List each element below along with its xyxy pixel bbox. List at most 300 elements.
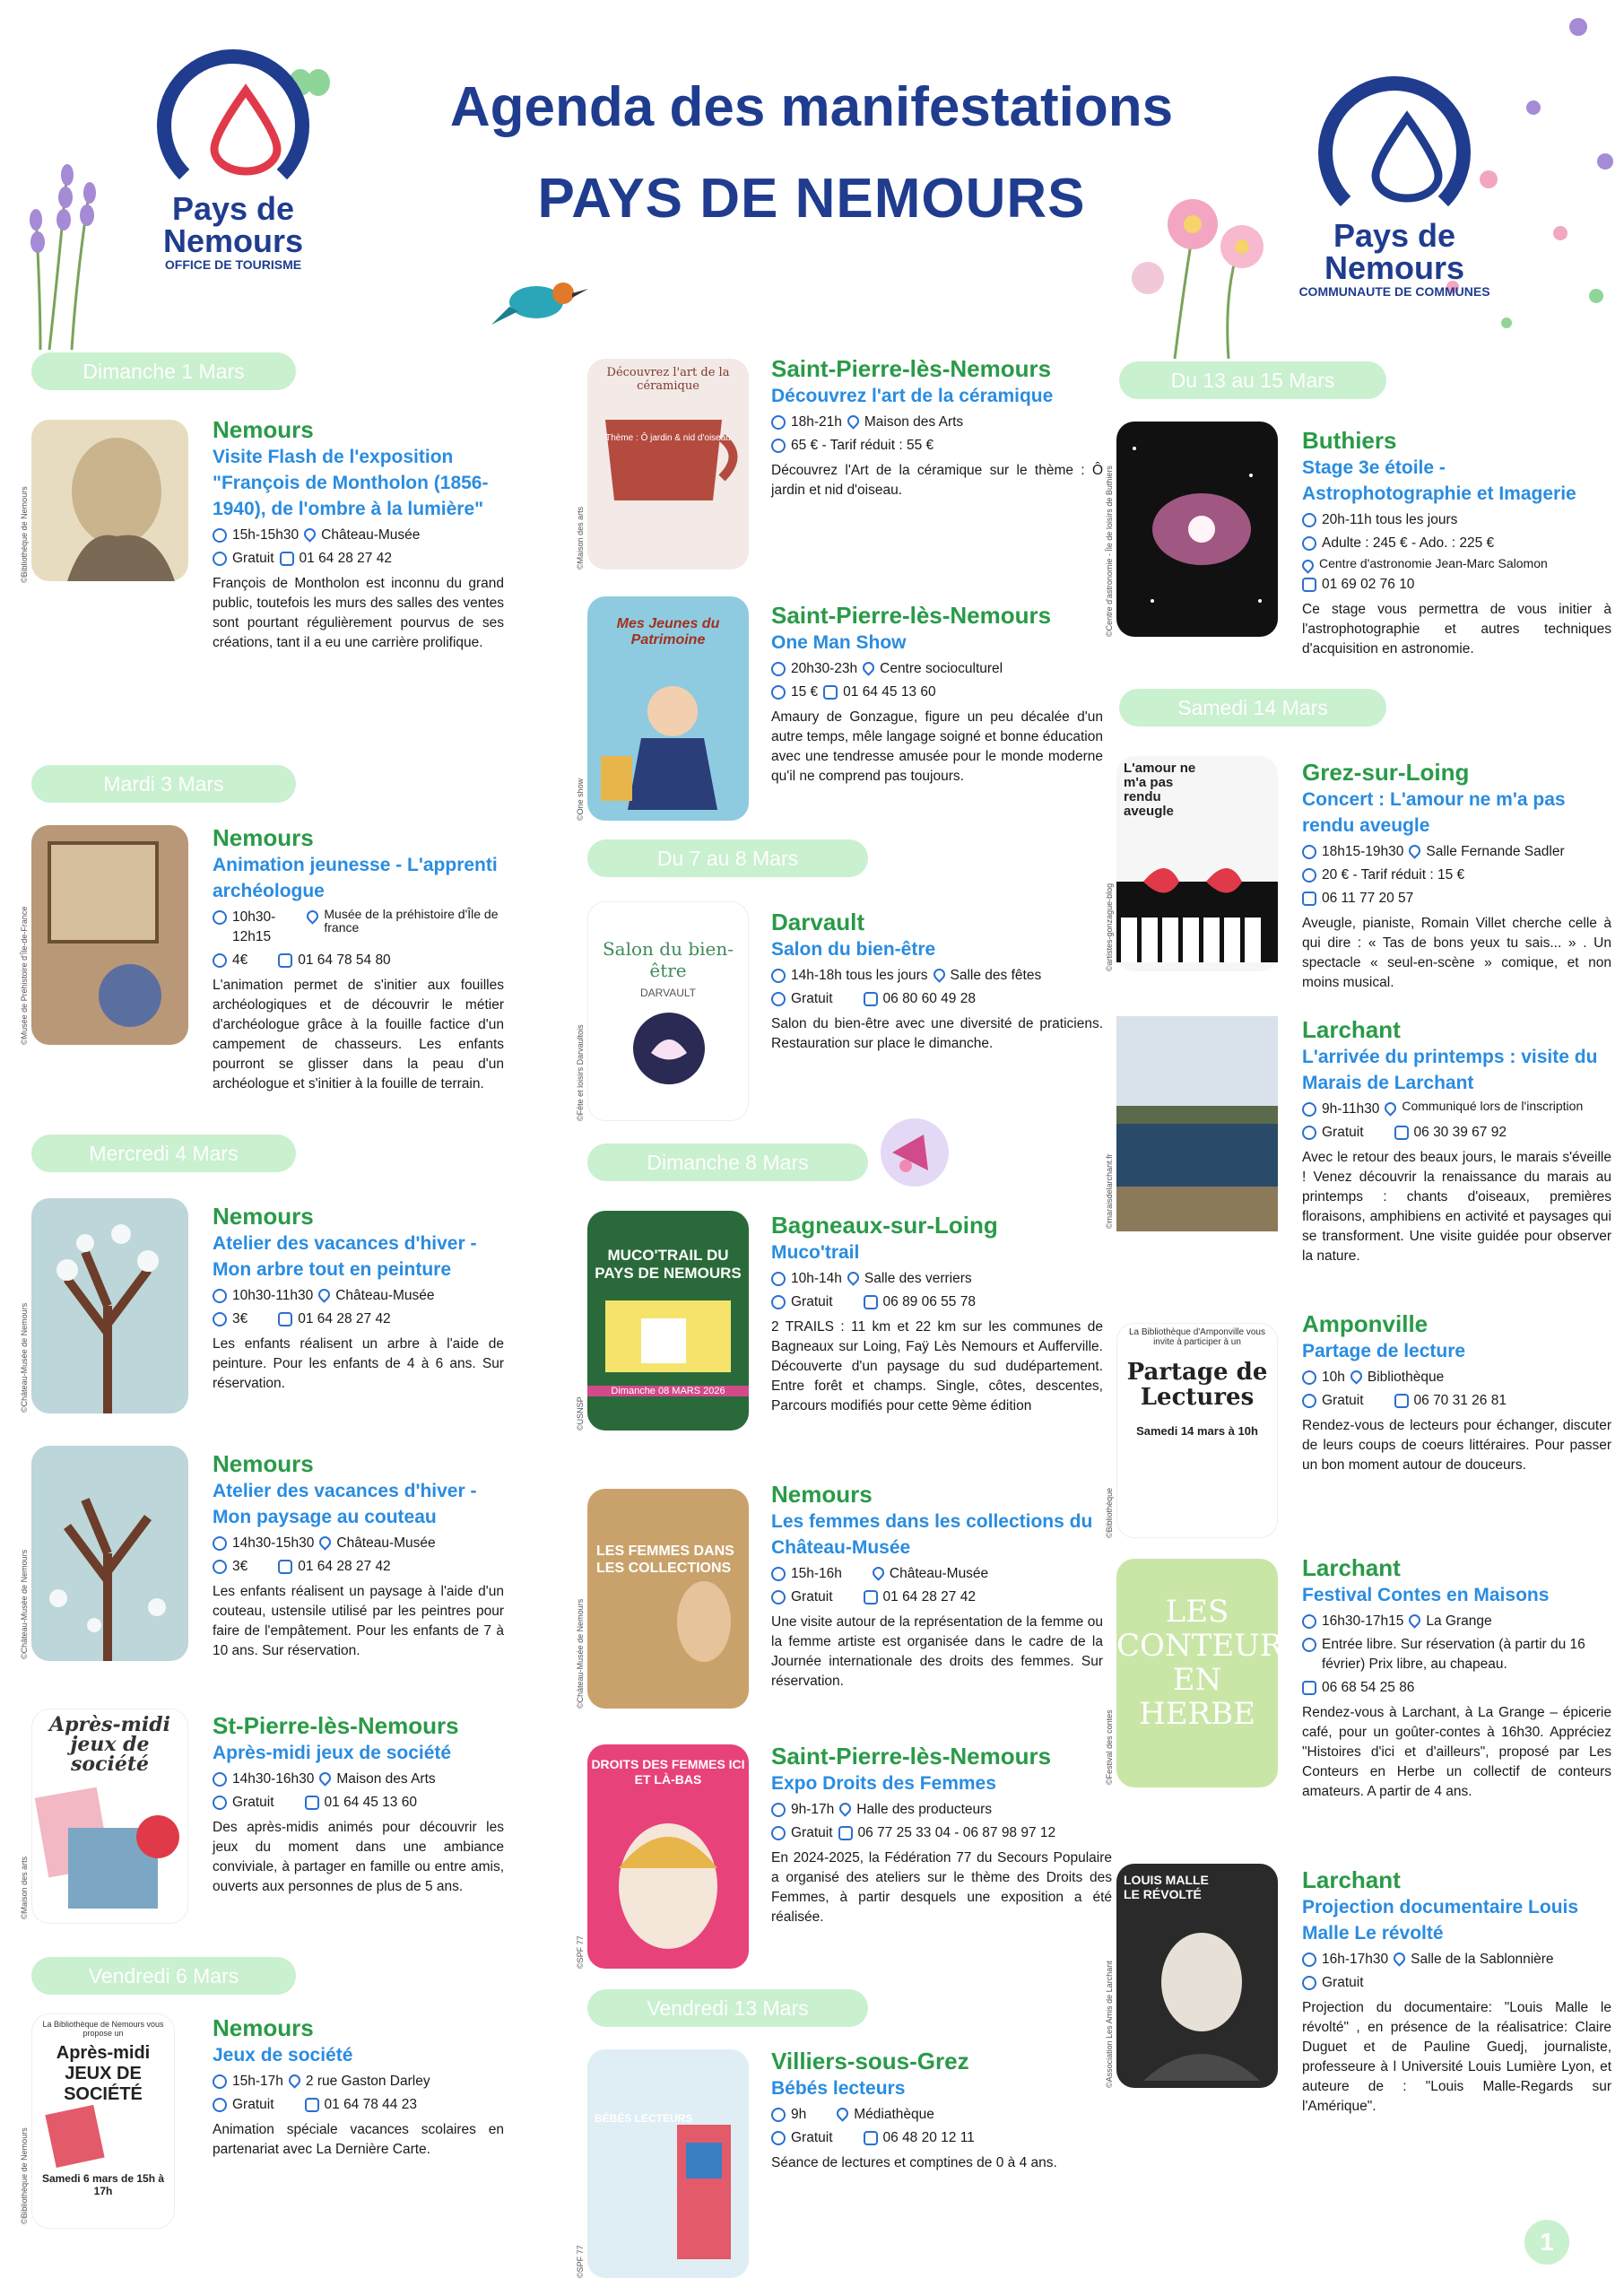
date-pill: Du 13 au 15 Mars [1119,361,1386,399]
event-place: 2 rue Gaston Darley [305,2074,430,2089]
phone-icon [1394,1394,1409,1408]
event-price: Gratuit [1322,1393,1364,1408]
event-description: En 2024-2025, la Fédération 77 du Secours Populaire a organisé des ateliers sur le thème des Droits des Femmes, à partir desquels une exposition a été réalisée. [771,1850,1112,1925]
phone-icon [305,2098,319,2112]
event [1302,426,1611,659]
clock-icon [1302,1370,1316,1385]
event-place: Salle Fernande Sadler [1426,844,1565,859]
poster-intro: La Bibliothèque de Nemours vous propose un [42,2020,164,2038]
poster-theme: Thème : Ô jardin & nid d'oiseau [605,433,731,443]
clock-icon [771,969,786,983]
event-time: 10h30-12h15 [232,909,276,944]
event-image [587,1744,749,1969]
event-place: Salle des verriers [864,1271,972,1286]
logo-text: Nemours [1324,249,1465,286]
date-pill: Dimanche 8 Mars [587,1144,868,1181]
phone-icon [864,992,878,1006]
photo-credit: ©artistes-gonzague-blog [1105,883,1114,971]
phone-icon [838,1826,853,1840]
event-title: Stage 3e étoile - Astrophotographie et Imagerie [1302,457,1576,504]
event-time: 20h30-23h [791,661,858,676]
event-image [1116,1323,1278,1538]
event-town: Villiers-sous-Grez [771,2048,969,2074]
phone-icon [278,953,292,968]
photo-credit: ©Maison des arts [20,1856,29,1919]
event-price: 3€ [232,1559,248,1574]
event-image [587,359,749,570]
event [213,415,504,653]
event-image [587,1211,749,1431]
event-price: Gratuit [791,1825,833,1840]
event-place: Château-Musée [321,527,421,543]
location-icon [1299,557,1316,573]
event-price: 65 € - Tarif réduit : 55 € [791,438,934,453]
event-image [587,901,749,1121]
event-phone: 01 64 28 27 42 [298,1311,391,1326]
event-image [1116,1864,1278,2088]
clock-icon [1302,1952,1316,1967]
drop-icon [1376,117,1438,198]
date-pill: Mardi 3 Mars [31,765,296,803]
logo-text: Pays de [171,190,295,227]
event-phone: 06 70 31 26 81 [1413,1393,1507,1408]
location-icon [1383,1100,1399,1116]
event-time: 15h-17h [232,2074,283,2089]
event-image [31,825,188,1045]
euro-icon [1302,536,1316,551]
phone-icon [1302,891,1316,906]
euro-icon [213,552,227,566]
event-town: Saint-Pierre-lès-Nemours [771,355,1052,382]
euro-icon [771,1826,786,1840]
event-price: Gratuit [1322,1975,1364,1990]
location-icon [1391,1950,1407,1966]
event-description: Rendez-vous à Larchant, à La Grange – épicerie café, pour un goûter-contes à 16h30. Appréciez "Histoires d'ici et d'ailleurs", proposé par Les Conteurs en Herbe un collectif de conteurs amateurs. A partir de 4 ans. [1302,1705,1611,1799]
event-image [31,420,188,581]
drop-icon [214,91,277,171]
event [771,1742,1112,1927]
phone-icon [278,1560,292,1574]
clock-icon [1302,1102,1316,1117]
event-phone: 01 64 78 54 80 [298,952,391,968]
event-town: Nemours [213,416,314,443]
event-place: Bibliothèque [1367,1370,1445,1385]
event-description: Des après-midis animés pour découvrir les jeux du moment dans une ambiance conviviale, à partager en famille ou entre amis, ouverts aux personnes de plus de 5 ans. [213,1820,504,1894]
photo-credit: ©Bibliothèque de Nemours [20,2127,29,2224]
event-time: 15h-16h [791,1566,842,1581]
event-description: Avec le retour des beaux jours, le marais s'éveille ! Venez découvrir la renaissance du marais au printemps : chants d'oiseaux, premières floraisons, amphibiens en activité et paysages qui se transforment. Une visite guidée pour observer la nature. [1302,1150,1611,1264]
euro-icon [771,685,786,700]
date-pill: Samedi 14 Mars [1119,689,1386,726]
poster-title: LES CONTEURS EN HERBE [1116,1594,1304,1732]
euro-icon [1302,1638,1316,1652]
euro-icon [771,1295,786,1309]
event-description: Séance de lectures et comptines de 0 à 4 ans. [771,2155,1057,2170]
event-time: 18h15-19h30 [1322,844,1404,859]
event-place: Salle des fêtes [950,968,1042,983]
event-title: L'arrivée du printemps : visite du Marais de Larchant [1302,1047,1598,1093]
event-time: 16h30-17h15 [1322,1613,1404,1629]
event-title: Visite Flash de l'exposition "François de Montholon (1856-1940), de l'ombre à la lumière" [213,447,489,519]
event-title: Salon du bien-être [771,939,936,960]
event-price: 4€ [232,952,248,968]
poster-title: Après-midi JEUX DE SOCIÉTÉ [56,2043,151,2104]
event [1302,1866,1611,2117]
euro-icon [1302,1976,1316,1990]
event-time: 16h-17h30 [1322,1952,1389,1967]
clock-icon [1302,1614,1316,1629]
event-description: L'animation permet de s'initier aux fouilles archéologiques et de découvrir le métier d'archéologue grâce à la fouille factice d'un campement de chasseurs. Les enfants pourront se glisser dans la peau d'un archéologue et s'initier à la fouille de terrain. [213,978,504,1091]
photo-credit: ©Centre d'astronomie - Île de loisirs de Buthiers [1105,465,1114,637]
page-subtitle: PAYS DE NEMOURS [537,168,1086,230]
photo-credit: ©maraisdelarchant.fr [1105,1153,1114,1229]
poster-date: Samedi 14 mars à 10h [1136,1424,1258,1438]
event-place: Centre socioculturel [880,661,1003,676]
event [771,2047,1103,2173]
event-phone: 01 64 28 27 42 [882,1589,976,1605]
event [1302,1309,1611,1475]
event-description: Les enfants réalisent un arbre à l'aide de peinture. Pour les enfants de 4 à 6 ans. Sur réservation. [213,1336,504,1391]
clock-icon [213,910,227,925]
lavender-illustration [22,135,121,350]
event-price: Gratuit [791,1294,833,1309]
event-time: 9h-11h30 [1322,1101,1380,1117]
event-town: Darvault [771,909,865,935]
event [1302,1553,1611,1802]
event-image [587,1489,749,1709]
clock-icon [771,662,786,676]
event [771,908,1103,1054]
euro-icon [213,953,227,968]
megaphone-icon [874,1112,955,1188]
location-icon [301,526,317,542]
photo-credit: ©Bibliothèque [1105,1487,1114,1538]
date-pill: Vendredi 13 Mars [587,1989,868,2027]
event-title: Projection documentaire Louis Malle Le révolté [1302,1897,1579,1944]
photo-credit: ©One show [576,778,585,821]
phone-icon [1302,578,1316,592]
event-town: St-Pierre-lès-Nemours [213,1712,459,1739]
event [1302,1015,1611,1266]
event [213,2013,504,2160]
event-phone: 01 69 02 76 10 [1322,577,1415,592]
event [213,823,504,1094]
event-title: Atelier des vacances d'hiver - Mon paysage au couteau [213,1481,477,1527]
event-image [31,1446,188,1661]
event-town: Saint-Pierre-lès-Nemours [771,602,1052,629]
event [213,1449,504,1661]
event-phone: 06 30 39 67 92 [1413,1125,1507,1140]
logo-ring [1318,76,1471,229]
event-town: Grez-sur-Loing [1302,759,1470,786]
event-phone: 06 11 77 20 57 [1322,891,1414,906]
euro-icon [213,1312,227,1326]
clock-icon [771,415,786,430]
poster-town: DARVAULT [639,987,696,999]
event-price: Gratuit [791,991,833,1006]
event-description: Amaury de Gonzague, figure un peu décalée d'un autre temps, mêle langage soigné et bonne éducation avec une tendresse amusée pour le monde moderne qu'il ne comprend pas toujours. [771,709,1103,784]
event-town: Larchant [1302,1554,1401,1581]
photo-credit: ©Château-Musée de Nemours [576,1598,585,1709]
event-price: Entrée libre. Sur réservation (à partir du 16 février) Prix libre, au chapeau. [1322,1637,1585,1672]
event-description: Aveugle, pianiste, Romain Villet cherche celle à qui dire : « Tas de bons yeux tu sais... » . Un spectacle « seul-en-scène » comique, et non moins musical. [1302,916,1611,990]
event [213,1711,504,1897]
location-icon [1407,842,1423,858]
event-image [31,1198,188,1413]
location-icon [845,413,861,429]
logo-office-tourisme [135,49,332,272]
poster-date: Dimanche 08 MARS 2026 [587,1386,749,1396]
event-phone: 01 64 28 27 42 [299,551,392,566]
event-town: Nemours [213,2014,314,2041]
event-description: 2 TRAILS : 11 km et 22 km sur les communes de Bagneaux sur Loing, Faÿ Lès Nemours et Aufferville. Découverte d'un paysage du sud dudépartement. Entre forêt et champs. Single, côtes, descentes, Parcours modifiés pour cette 9ème édition [771,1319,1103,1413]
event-description: Salon du bien-être avec une diversité de praticiens. Restauration sur place le dimanche. [771,1016,1103,1051]
poster-title: L'amour ne m'a pas rendu aveugle [1124,761,1196,819]
event-image [1116,422,1278,637]
euro-icon [213,1560,227,1574]
event-time: 14h-18h tous les jours [791,968,928,983]
event-phone: 06 80 60 49 28 [882,991,976,1006]
photo-credit: ©Festival des contes [1105,1709,1114,1785]
clock-icon [771,1803,786,1817]
event-image [587,2049,749,2278]
event-title: Bébés lecteurs [771,2078,906,2099]
logo-sub: COMMUNAUTE DE COMMUNES [1298,284,1490,299]
photo-credit: ©Maison des arts [576,506,585,570]
event-time: 9h-17h [791,1802,835,1817]
event-town: Nemours [213,824,314,851]
event-place: Château-Musée [889,1566,989,1581]
date-pill: Vendredi 6 Mars [31,1957,296,1995]
event-price: Gratuit [791,2130,833,2145]
event-time: 18h-21h [791,414,842,430]
photo-credit: ©Association Les Amis de Larchant [1105,1961,1114,2088]
event-place: Maison des Arts [864,414,964,430]
event-image [587,596,749,821]
event [771,1480,1103,1692]
location-icon [1348,1368,1364,1384]
event-time: 10h30-11h30 [232,1288,314,1303]
location-icon [317,1534,334,1550]
event-place: Château-Musée [335,1288,435,1303]
event-phone: 01 64 45 13 60 [843,684,936,700]
clock-icon [213,2074,227,2089]
logo-text: Pays de [1333,217,1456,254]
clock-icon [213,1536,227,1551]
logo-sub: OFFICE DE TOURISME [164,257,302,272]
poster-title: Découvrez l'art de la céramique [606,366,730,393]
bird-icon [491,262,590,343]
location-icon [835,2105,851,2121]
poster-title: DROITS DES FEMMES ICI ET LÀ-BAS [591,1757,745,1787]
poster-intro: La Bibliothèque d'Amponville vous invite à participer à un [1128,1327,1265,1347]
location-icon [838,1800,854,1816]
event-price: Gratuit [232,551,274,566]
event-title: Muco'trail [771,1242,860,1263]
event-town: Buthiers [1302,427,1397,454]
event-place: La Grange [1426,1613,1492,1629]
date-pill: Du 7 au 8 Mars [587,839,868,877]
event-phone: 06 77 25 33 04 - 06 87 98 97 12 [857,1825,1056,1840]
poster-title: Salon du bien-être [602,938,734,981]
event-time: 15h-15h30 [232,527,300,543]
event-price: 20 € - Tarif réduit : 15 € [1322,867,1465,883]
event-image [31,1709,188,1924]
phone-icon [823,685,838,700]
event-description: Les enfants réalisent un paysage à l'aide d'un couteau, ustensile utilisé par les peintres pour faire de l'empâtement. Pour les enfants de 7 à 10 ans. Sur réservation. [213,1584,504,1658]
event-description: Projection du documentaire: "Louis Malle le révolté" , en présence de la réalisatrice: Claire Duguet et de Pauline Guedj, journaliste, professeure à l Université Louis Lumière Lyon, et auteure de : "Louis Malle-Regards sur l'Amérique". [1302,2000,1611,2114]
event-image [1116,756,1278,971]
event-price: Gratuit [1322,1125,1364,1140]
event-phone: 06 68 54 25 86 [1322,1680,1415,1695]
event-time: 10h-14h [791,1271,842,1286]
event [213,1202,504,1394]
logo-communaute [1291,76,1498,299]
event-phone: 01 64 78 44 23 [324,2097,417,2112]
euro-icon [213,2098,227,2112]
phone-icon [305,1796,319,1810]
event-price: Adulte : 245 € - Ado. : 225 € [1322,535,1495,551]
event [771,354,1103,500]
location-icon [1407,1612,1423,1628]
event-description: François de Montholon est inconnu du grand public, toutefois les murs des salles des ventes sont pourtant régulièrement pourvus de ses créations, tant il a eu une carrière prolifique. [213,576,504,650]
photo-credit: ©Château-Musée de Nemours [20,1302,29,1413]
poster-title: Après-midi jeux de société [49,1713,170,1776]
page-number: 1 [1524,2220,1569,2265]
clock-icon [1302,513,1316,527]
event-time: 14h30-16h30 [232,1771,315,1787]
photo-credit: ©SPF 77 [576,2245,585,2278]
poster-title: LES FEMMES DANS LES COLLECTIONS [596,1544,734,1576]
location-icon [317,1286,333,1302]
clock-icon [213,528,227,543]
euro-icon [771,439,786,453]
event-price: Gratuit [791,1589,833,1605]
date-pill: Mercredi 4 Mars [31,1135,296,1172]
event-description: Découvrez l'Art de la céramique sur le thème : Ô jardin et nid d'oiseau. [771,463,1103,498]
location-icon [845,1269,861,1285]
event-title: Festival Contes en Maisons [1302,1585,1550,1605]
event-time: 20h-11h tous les jours [1322,512,1458,527]
poster-title: Mes Jeunes du Patrimoine [616,616,720,648]
event-town: Nemours [213,1450,314,1477]
photo-credit: ©Bibliothèque de Nemours [20,486,29,583]
euro-icon [213,1796,227,1810]
photo-credit: ©Fête et loisirs Darvaultois [576,1024,585,1121]
event-town: Nemours [213,1203,314,1230]
clock-icon [213,1289,227,1303]
clock-icon [771,2108,786,2122]
clock-icon [213,1772,227,1787]
photo-credit: ©Musée de Préhistoire d'Île-de-France [20,906,29,1045]
event-town: Amponville [1302,1310,1429,1337]
event-place: Salle de la Sablonnière [1411,1952,1554,1967]
location-icon [931,966,947,982]
phone-icon [864,1295,878,1309]
event-phone: 06 48 20 12 11 [882,2130,975,2145]
event-time: 9h [791,2107,807,2122]
phone-icon [280,552,294,566]
event-phone: 01 64 45 13 60 [324,1795,417,1810]
event-description: Rendez-vous de lecteurs pour échanger, discuter de leurs coups de coeurs littéraires. Pour passer un bon moment autour de douceurs. [1302,1418,1611,1473]
date-pill: Dimanche 1 Mars [31,352,296,390]
event-title: Concert : L'amour ne m'a pas rendu aveugle [1302,789,1566,836]
poster-date: Samedi 6 mars de 15h à 17h [41,2172,165,2197]
location-icon [860,659,876,675]
event-title: Partage de lecture [1302,1341,1466,1361]
event-phone: 06 89 06 55 78 [882,1294,976,1309]
euro-icon [771,1590,786,1605]
event-price: Gratuit [232,1795,274,1810]
poster-title: MUCO'TRAIL DU PAYS DE NEMOURS [595,1247,742,1282]
euro-icon [1302,1126,1316,1140]
photo-credit: ©SPF 77 [576,1935,585,1969]
location-icon [870,1564,886,1580]
phone-icon [864,2131,878,2145]
phone-icon [278,1312,292,1326]
poster-title: Partage de Lectures [1126,1359,1268,1411]
event-place: Centre d'astronomie Jean-Marc Salomon [1319,556,1548,570]
event-time: 10h [1322,1370,1345,1385]
event-title: One Man Show [771,632,907,653]
event-title: Jeux de société [213,2045,353,2066]
event-place: Communiqué lors de l'inscription [1402,1099,1584,1113]
euro-icon [771,2131,786,2145]
euro-icon [1302,1394,1316,1408]
event-town: Bagneaux-sur-Loing [771,1212,998,1239]
logo-ring [157,49,309,202]
event-description: Ce stage vous permettra de vous initier à l'astrophotographie et autres techniques d'acquisition en astronomie. [1302,602,1611,657]
logo-text: Nemours [162,222,304,259]
event-place: Médiathèque [854,2107,934,2122]
event-title: Atelier des vacances d'hiver - Mon arbre tout en peinture [213,1233,477,1280]
event-title: Découvrez l'art de la céramique [771,386,1054,406]
event-title: Après-midi jeux de société [213,1743,452,1763]
event-town: Larchant [1302,1866,1401,1893]
event-price: 15 € [791,684,819,700]
event-price: Gratuit [232,2097,274,2112]
event-place: Maison des Arts [336,1771,436,1787]
phone-icon [1394,1126,1409,1140]
event-phone: 01 64 28 27 42 [298,1559,391,1574]
phone-icon [864,1590,878,1605]
flowers-illustration [1121,179,1300,359]
event-title: Expo Droits des Femmes [771,1773,996,1794]
poster-title: LOUIS MALLE LE RÉVOLTÉ [1124,1873,1209,1901]
location-icon [286,2072,302,2088]
event-description: Une visite autour de la représentation de la femme ou la femme artiste est organisée dans le cadre de la Journée internationale des droits des femmes. Sur réservation. [771,1614,1103,1689]
event-image [31,2013,175,2229]
event-place: Château-Musée [336,1535,436,1551]
euro-icon [1302,868,1316,883]
event-title: Animation jeunesse - L'apprenti archéologue [213,855,498,901]
clock-icon [771,1567,786,1581]
event-description: Animation spéciale vacances scolaires en partenariat avec La Dernière Carte. [213,2122,504,2157]
event-price: 3€ [232,1311,248,1326]
event-town: Saint-Pierre-lès-Nemours [771,1743,1052,1770]
photo-credit: ©USNSP [576,1396,585,1431]
phone-icon [1302,1681,1316,1695]
location-icon [305,908,321,924]
event-town: Nemours [771,1481,873,1508]
event-title: Les femmes dans les collections du Château-Musée [771,1511,1093,1558]
event [1302,758,1611,993]
poster-title: BÉBÉS LECTEURS [595,2112,693,2125]
event-place: Halle des producteurs [856,1802,993,1817]
clock-icon [771,1272,786,1286]
euro-icon [771,992,786,1006]
clock-icon [1302,845,1316,859]
